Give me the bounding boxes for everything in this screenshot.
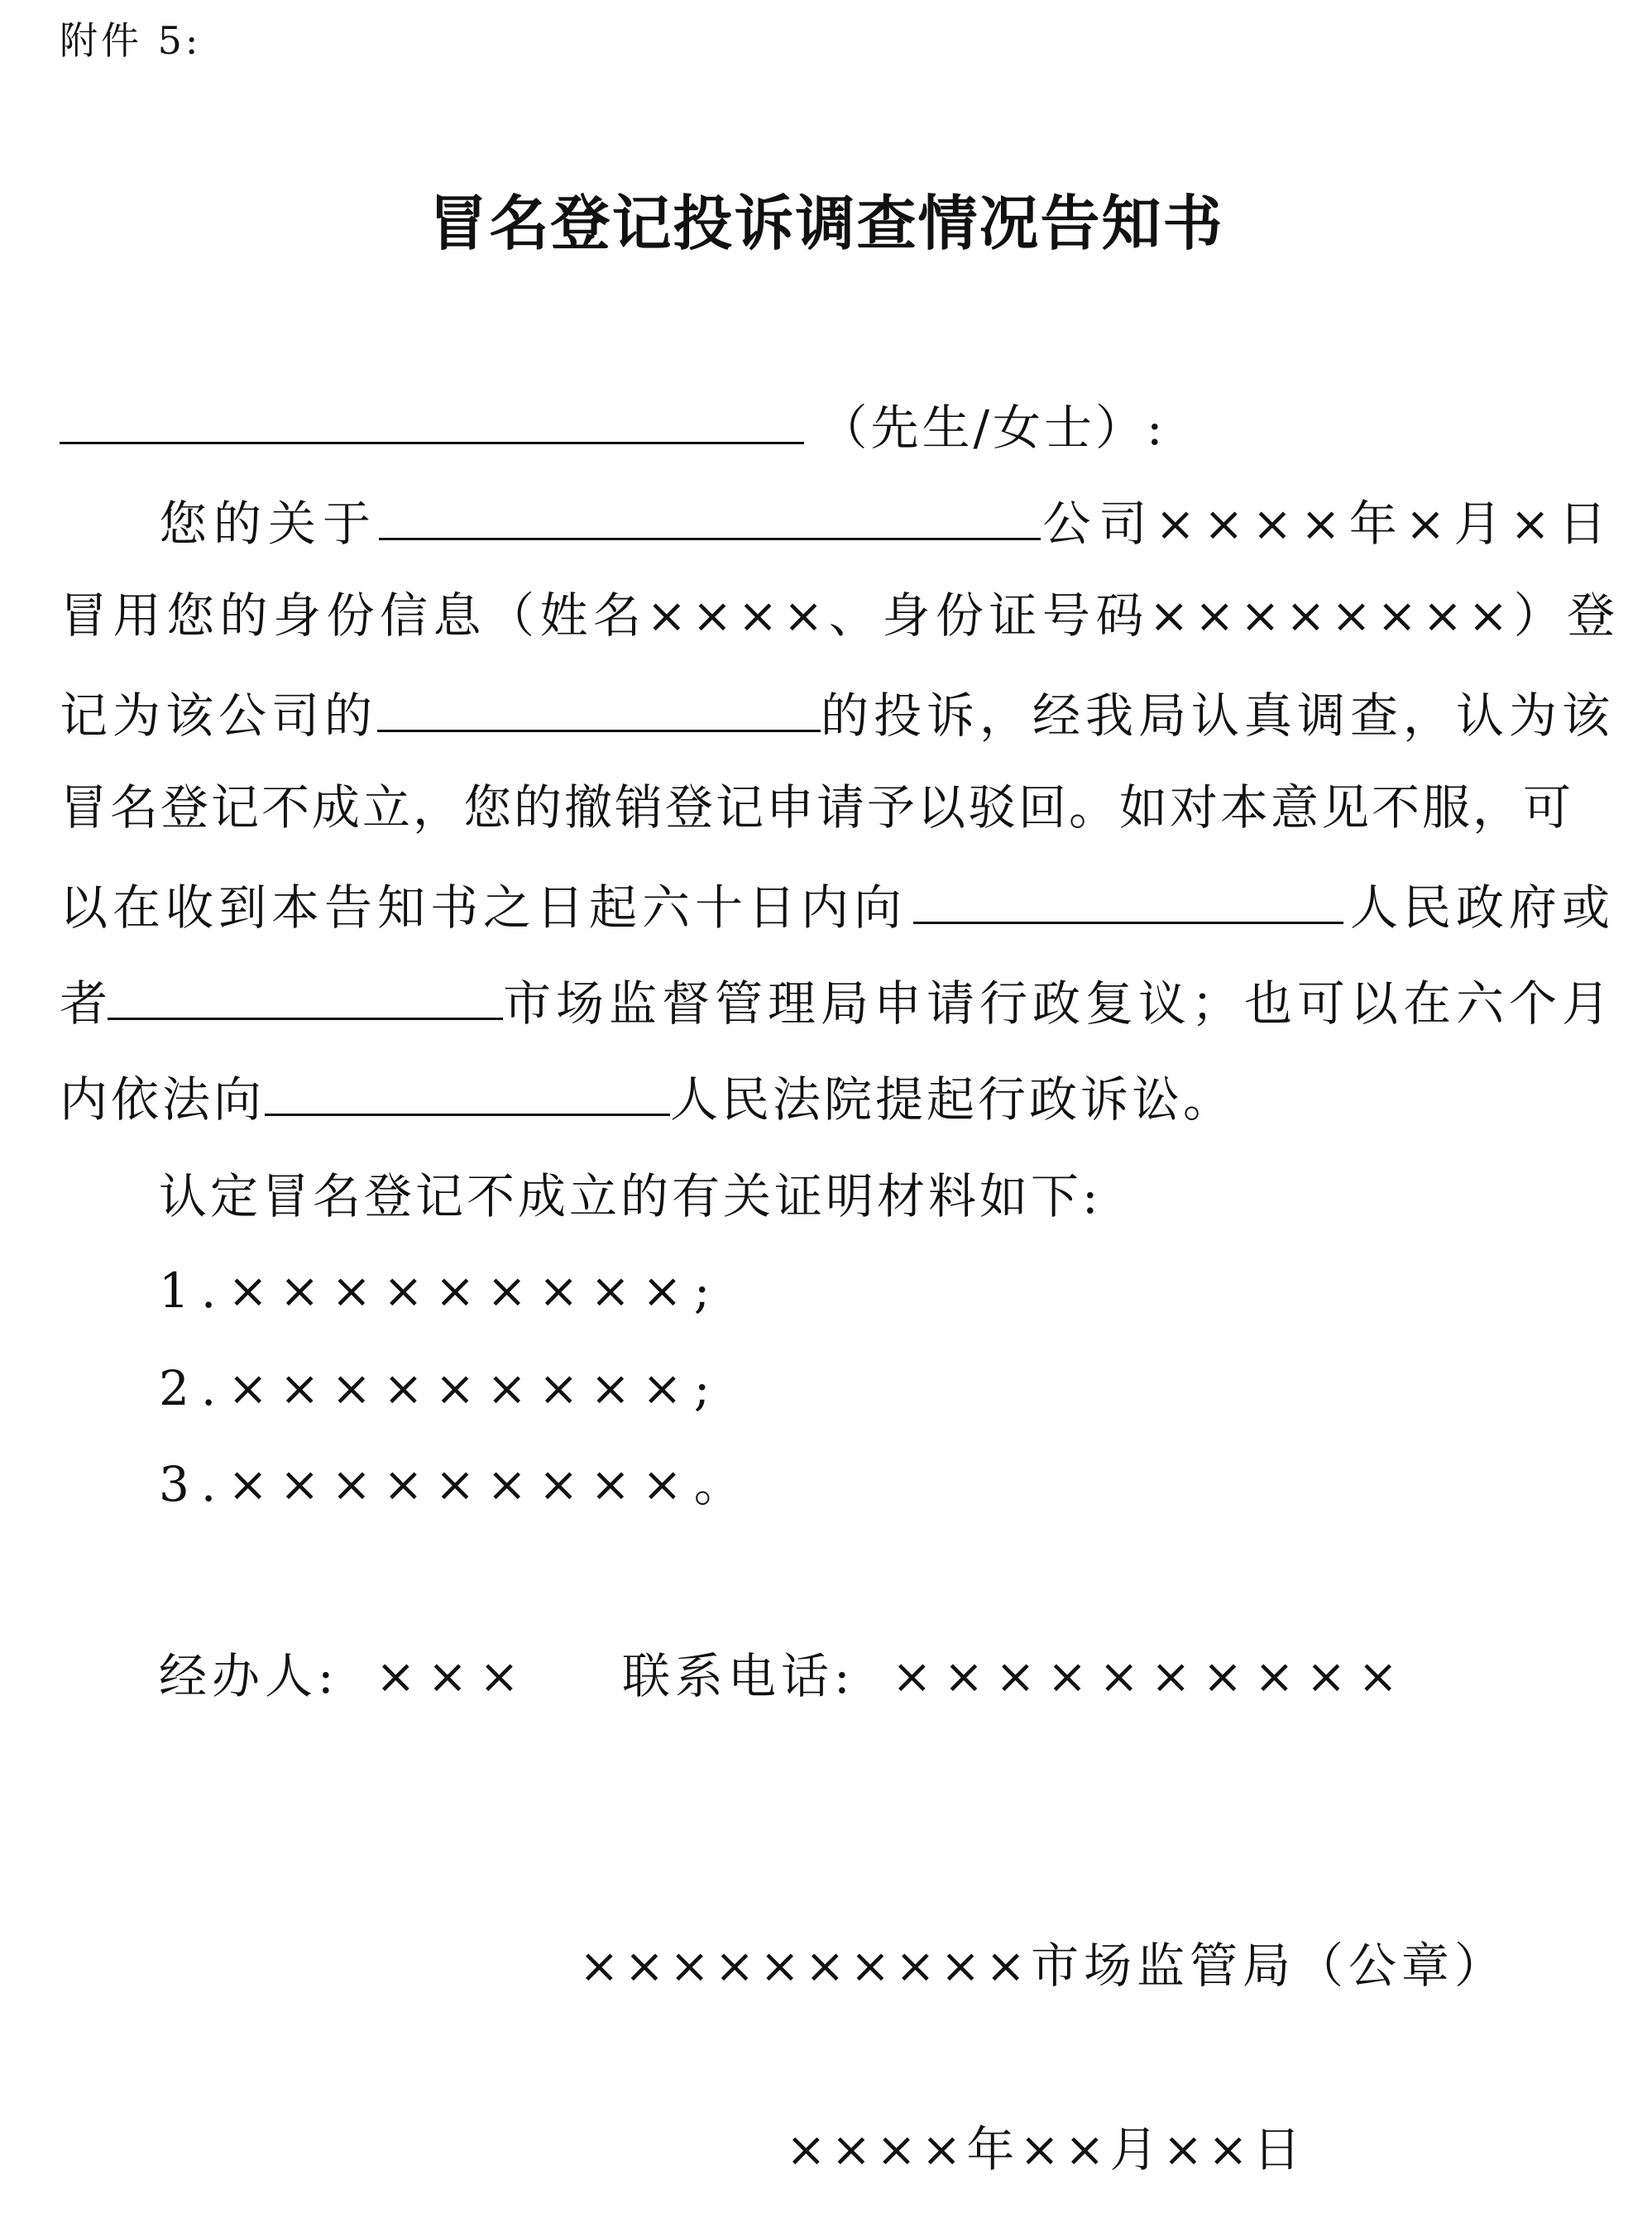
government-blank: [913, 862, 1343, 924]
body-line-7-suffix: 人民法院提起行政诉讼。: [670, 1071, 1235, 1128]
phone-value: ××××××××××: [891, 1648, 1410, 1704]
evidence-item-1: 1.×××××××××;: [159, 1262, 722, 1319]
body-line-6-suffix: 市场监督管理局申请行政复议；也可以在六个月: [502, 975, 1615, 1032]
company-blank: [379, 478, 1041, 540]
authority-seal-line: ××××××××××市场监管局（公章）: [579, 1938, 1507, 1994]
body-line-7: [60, 1054, 1615, 1137]
signature-date: ××××年××月××日: [786, 2121, 1306, 2177]
body-line-6-prefix: 者: [60, 975, 108, 1032]
body-line-2: 冒用您的身份信息（姓名××××、身份证号码××××××××）登: [60, 587, 1621, 644]
attachment-label: 附件 5:: [60, 18, 202, 63]
evidence-item-3: 3.×××××××××。: [159, 1456, 754, 1512]
court-blank: [265, 1054, 670, 1116]
body-line-5-suffix: 人民政府或: [1349, 879, 1615, 936]
salutation-line: [60, 382, 1615, 465]
body-line-5: [60, 862, 1615, 945]
body-line-3: [60, 670, 1615, 753]
position-blank: [377, 670, 821, 732]
evidence-intro: 认定冒名登记不成立的有关证明材料如下:: [159, 1168, 1102, 1224]
body-line-3-suffix: 的投诉，经我局认真调查，认为该: [820, 687, 1615, 744]
body-line-1-mid: 公司××××年×月×日: [1042, 496, 1615, 552]
body-line-6: [60, 958, 1615, 1041]
body-line-1-prefix: 您的关于: [159, 496, 378, 552]
body-line-3-prefix: 记为该公司的: [60, 687, 378, 744]
document-title: 冒名登记投诉调查情况告知书: [428, 188, 1224, 258]
body-line-1: [159, 478, 1615, 561]
body-line-5-prefix: 以在收到本告知书之日起六十日内向: [60, 879, 907, 936]
phone-label: 联系电话:: [622, 1648, 855, 1704]
contact-line: [159, 1635, 531, 1717]
phone-line: [622, 1635, 1410, 1717]
evidence-item-2: 2.×××××××××;: [159, 1360, 722, 1416]
name-blank: [60, 382, 804, 444]
bureau-blank: [108, 958, 503, 1020]
handler-value: ×××: [375, 1648, 531, 1704]
handler-label: 经办人:: [159, 1648, 339, 1704]
salutation-suffix: （先生/女士）:: [819, 400, 1166, 456]
body-line-4: 冒名登记不成立，您的撤销登记申请予以驳回。如对本意见不服，可: [60, 779, 1574, 836]
body-line-7-prefix: 内依法向: [60, 1071, 266, 1128]
